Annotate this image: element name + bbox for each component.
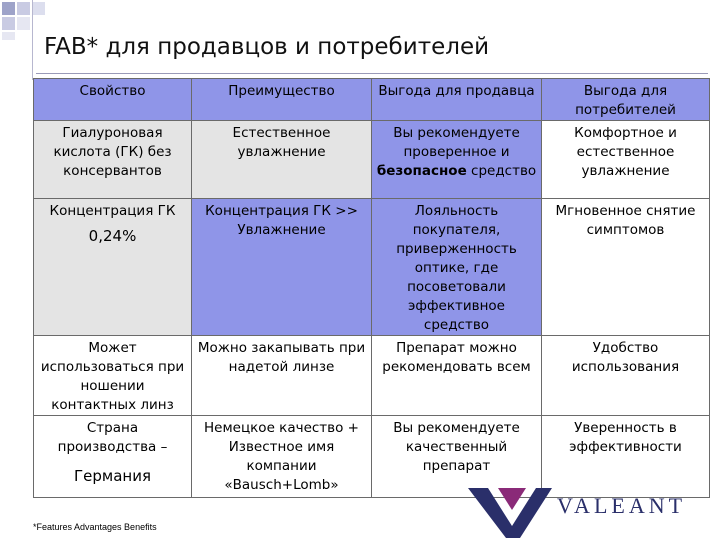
- table-row: [34, 199, 710, 336]
- property-label: Концентрация ГК: [49, 203, 176, 219]
- cell-consumer-benefit: Мгновенное снятие симптомов: [542, 199, 710, 336]
- header-property: Свойство: [34, 79, 192, 121]
- cell-consumer-benefit: Уверенность в эффективности: [542, 416, 710, 498]
- title-divider: [36, 73, 708, 74]
- cell-advantage: Концентрация ГК >> Увлажнение: [192, 199, 372, 336]
- cell-consumer-benefit: Удобство использования: [542, 336, 710, 416]
- cell-seller-benefit: Лояльность покупателя, приверженность оптике, где посоветовали эффективное средство: [372, 199, 542, 336]
- cell-property: [34, 416, 192, 498]
- cell-consumer-benefit: Комфортное и естественное увлажнение: [542, 121, 710, 199]
- title-accent-line: [32, 0, 33, 80]
- seller-text-part: средство: [466, 163, 537, 179]
- property-value: Германия: [74, 467, 151, 485]
- table-row: [34, 336, 710, 416]
- cell-seller-benefit: Вы рекомендуете качественный препарат: [372, 416, 542, 498]
- table-row: [34, 416, 710, 498]
- fab-table: [33, 78, 710, 498]
- cell-advantage: Немецкое качество + Известное имя компании «Bausch+Lomb»: [192, 416, 372, 498]
- valeant-logo-mark: [468, 486, 552, 538]
- cell-seller-benefit: [372, 121, 542, 199]
- cell-property: Гиалуроновая кислота (ГК) без консервантов: [34, 121, 192, 199]
- cell-seller-benefit: Препарат можно рекомендовать всем: [372, 336, 542, 416]
- property-label: Страна производства –: [57, 420, 168, 455]
- table-row: [34, 121, 710, 199]
- header-consumer-benefit: Выгода для потребителей: [542, 79, 710, 121]
- slide-title: FAB* для продавцов и потребителей: [44, 34, 490, 60]
- cell-property: [34, 199, 192, 336]
- header-seller-benefit: Выгода для продавца: [372, 79, 542, 121]
- table-header-row: [34, 79, 710, 121]
- cell-advantage: Естественное увлажнение: [192, 121, 372, 199]
- property-value: 0,24%: [88, 227, 137, 245]
- header-advantage: Преимущество: [192, 79, 372, 121]
- footnote: *Features Advantages Benefits: [33, 522, 157, 532]
- seller-text-part: Вы рекомендуете проверенное и: [393, 125, 520, 160]
- valeant-logo-text: VALEANT: [557, 493, 687, 518]
- cell-advantage: Можно закапывать при надетой линзе: [192, 336, 372, 416]
- seller-text-bold: безопасное: [376, 163, 467, 179]
- cell-property: Может использоваться при ношении контактных линз: [34, 336, 192, 416]
